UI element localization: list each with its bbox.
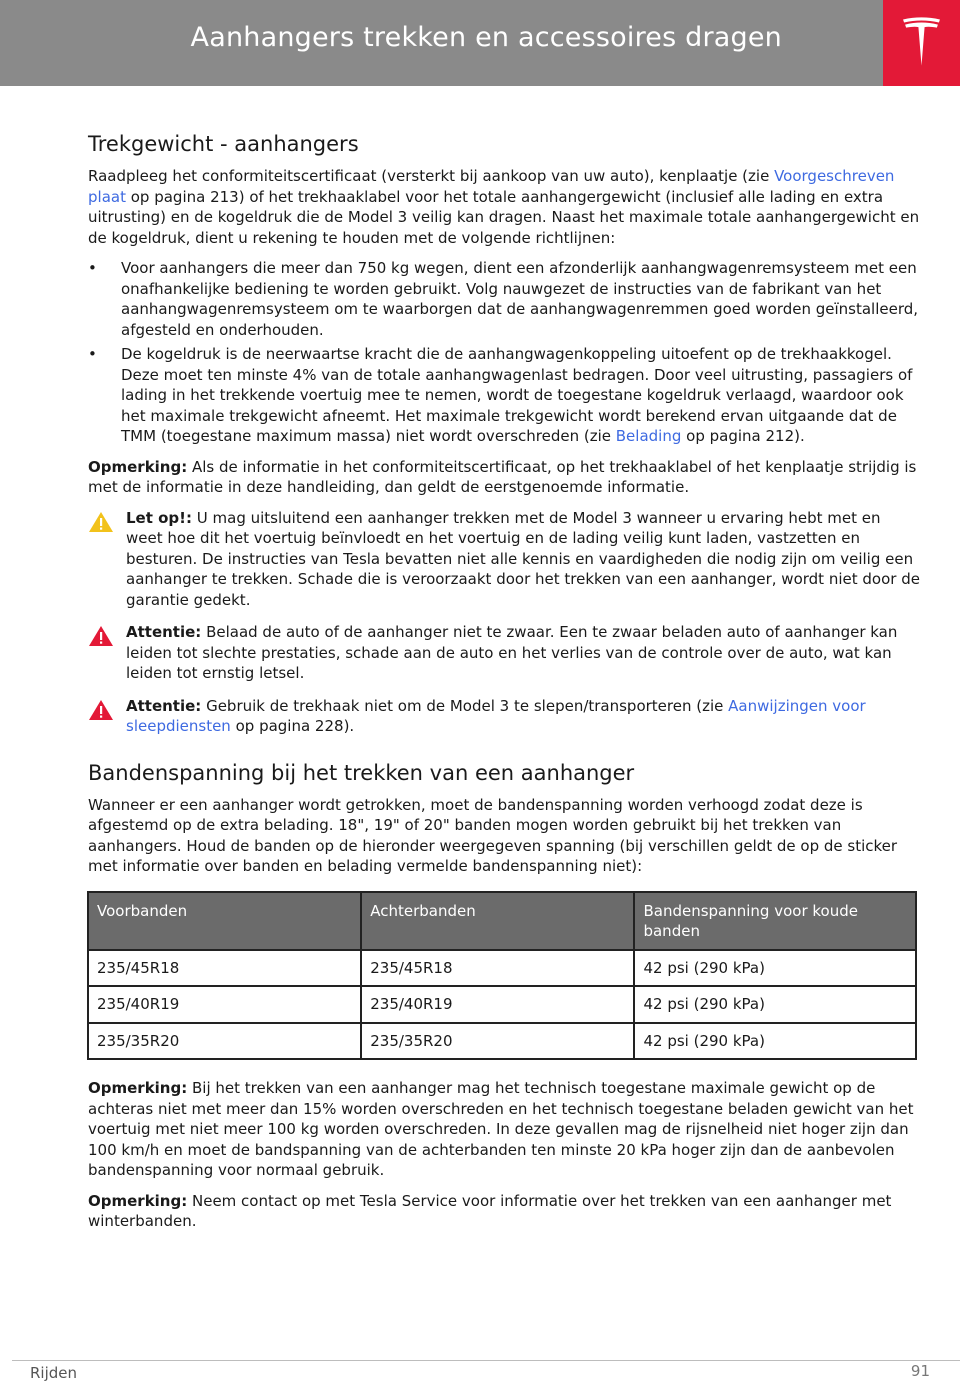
table-cell: 235/45R18 bbox=[88, 950, 361, 987]
section-heading-towing-weight: Trekgewicht - aanhangers bbox=[88, 132, 359, 156]
table-cell: 235/35R20 bbox=[88, 1023, 361, 1060]
footer-divider bbox=[12, 1360, 960, 1361]
table-cell: 42 psi (290 kPa) bbox=[634, 986, 916, 1023]
note-label: Opmerking: bbox=[88, 457, 188, 476]
table-cell: 235/40R19 bbox=[88, 986, 361, 1023]
tire-intro-paragraph: Wanneer er een aanhanger wordt getrokken, moet de bandenspanning worden verhoogd zodat deze is afgestemd op de extra belading. 18", 19" of 20" banden mogen worden gebruikt bij het trekken van aanhangers. Houd de banden op de hieronder weergegeven spanning (bij verschillen geldt de op de sticker met informatie over banden en belading vermelde bandenspanning niet): bbox=[88, 795, 898, 875]
intro-paragraph: Raadpleeg het conformiteitscertificaat (versterkt bij aankoop van uw auto), kenplaatje (zie Voorgeschreven plaat op pagina 213) of het trekhaaklabel voor het totale aanhangergewicht (inclusief alle lading en extra uitrusting) en de kogeldruk die de Model 3 veilig kan dragen. Naast het maximale totale aanhangergewicht en de kogeldruk, dient u rekening te houden met de volgende richtlijnen: bbox=[88, 167, 920, 247]
page-number: 91 bbox=[910, 1362, 930, 1380]
warning-block: Attentie: Belaad de auto of de aanhanger niet te zwaar. Een te zwaar beladen auto of aanhanger kan leiden tot slechte prestaties, schade aan de auto en het verlies van de controle over de auto, wat kan leiden tot ernstig letsel. bbox=[88, 622, 920, 684]
column-header: Bandenspanning voor koude banden bbox=[634, 892, 916, 950]
table-row bbox=[88, 950, 916, 987]
section-heading-tire-pressure: Bandenspanning bij het trekken van een aanhanger bbox=[88, 760, 635, 785]
page-header-band bbox=[0, 0, 883, 86]
caution-label: Let op!: bbox=[126, 508, 193, 527]
note-paragraph: Opmerking: Als de informatie in het conformiteitscertificaat, op het trekhaaklabel of het kenplaatje strijdig is met de informatie in deze handleiding, dan geldt de eerstgenoemde informatie. bbox=[88, 457, 917, 496]
note-paragraph: Opmerking: Neem contact op met Tesla Service voor informatie over het trekken van een aanhanger met winterbanden. bbox=[88, 1191, 892, 1230]
page-title: Aanhangers trekken en accessoires dragen bbox=[190, 22, 782, 53]
link-aanwijzingen-sleepdiensten[interactable]: Aanwijzingen voor sleepdiensten bbox=[126, 696, 866, 735]
table-cell: 235/45R18 bbox=[361, 950, 634, 987]
table-row bbox=[88, 986, 916, 1023]
column-header: Voorbanden bbox=[88, 892, 361, 950]
guideline-list bbox=[88, 258, 920, 447]
table-cell: 235/40R19 bbox=[361, 986, 634, 1023]
table-cell: 42 psi (290 kPa) bbox=[634, 1023, 916, 1060]
list-item: • Voor aanhangers die meer dan 750 kg wegen, dient een afzonderlijk aanhangwagenremsysteem met een onafhankelijke bediening te worden gebruikt. Volg nauwgezet de instructies van de fabrikant van het aanhangwagenremsysteem om te waarborgen dat de aanhangwagenremmen goed worden geïnstalleerd, afgesteld en onderhouden. bbox=[88, 259, 919, 339]
warning-label: Attentie: bbox=[126, 623, 202, 641]
caution-triangle-icon bbox=[88, 511, 114, 533]
bullet-icon: • bbox=[88, 345, 97, 363]
link-voorgeschreven-plaat[interactable]: Voorgeschreven plaat bbox=[88, 167, 895, 206]
caution-block: Let op!: U mag uitsluitend een aanhanger trekken met de Model 3 wanneer u ervaring hebt met en weet hoe dit het voertuig beïnvloedt en het voertuig en de lading veilig kunt laden, vastzetten en besturen. De instructies van Tesla bevatten niet alle kennis en vaardigheden die nodig zijn om veilig een aanhanger te trekken. Schade die is veroorzaakt door het trekken van een aanhanger, wordt niet door de garantie gedekt. bbox=[88, 508, 920, 611]
list-item: • De kogeldruk is de neerwaartse kracht die de aanhangwagenkoppeling uitoefent op de trekhaakkogel. Deze moet ten minste 4% van de totale aanhangwagenlast bedragen. Door veel uitrusting, passagiers of lading in het trekkende voertuig mee te nemen, wordt de toegestane kogeldruk verlaagd, waardoor ook het maximale trekgewicht afneemt. Het maximale trekgewicht wordt berekend ervan uitgaande dat de TMM (toegestane maximum massa) niet wordt overschreden (zie Belading op pagina 212). bbox=[88, 345, 913, 445]
note-label: Opmerking: bbox=[88, 1191, 188, 1210]
note-label: Opmerking: bbox=[88, 1079, 188, 1097]
table-header-row bbox=[88, 892, 916, 950]
tesla-logo-icon bbox=[901, 16, 942, 68]
warning-label: Attentie: bbox=[126, 696, 202, 715]
note-paragraph: Opmerking: Bij het trekken van een aanhanger mag het technisch toegestane maximale gewicht op de achteras niet met meer dan 15% worden overschreden en het technisch toegestane beladen gewicht van het voertuig met niet meer 100 kg worden overschreden. In deze gevallen mag de rijsnelheid niet hoger zijn dan 100 km/h en moet de bandspanning van de achterbanden ten minste 20 kPa hoger zijn dan de aanbevolen bandenspanning voor normaal gebruik. bbox=[88, 1079, 914, 1179]
warning-triangle-icon bbox=[88, 699, 114, 721]
warning-block: Attentie: Gebruik de trekhaak niet om de Model 3 te slepen/transporteren (zie Aanwijzingen voor sleepdiensten op pagina 228). bbox=[88, 696, 920, 737]
brand-logo bbox=[883, 0, 960, 86]
table-row bbox=[88, 1023, 916, 1060]
footer-section-name: Rijden bbox=[30, 1364, 78, 1382]
column-header: Achterbanden bbox=[361, 892, 634, 950]
table-cell: 235/35R20 bbox=[361, 1023, 634, 1060]
bullet-icon: • bbox=[88, 259, 97, 277]
warning-triangle-icon bbox=[88, 625, 114, 647]
tire-pressure-table bbox=[87, 891, 917, 1061]
main-content bbox=[88, 130, 920, 1242]
table-cell: 42 psi (290 kPa) bbox=[634, 950, 916, 987]
link-belading[interactable]: Belading bbox=[615, 427, 682, 445]
